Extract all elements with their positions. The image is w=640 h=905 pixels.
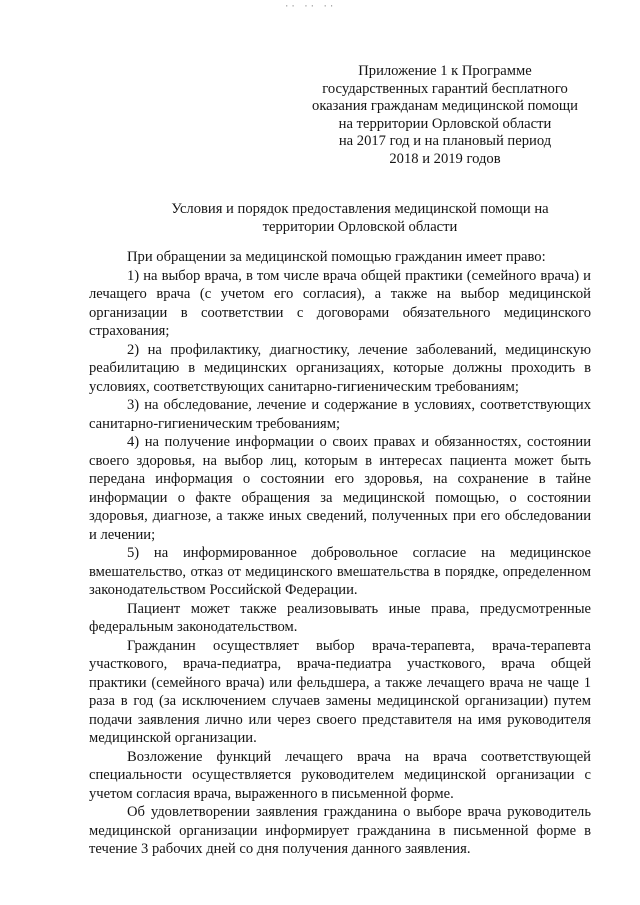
appendix-header: [300, 63, 590, 169]
body-paragraph: 1) на выбор врача, в том числе врача общей практики (семейного врача) и лечащего врача (с учетом его согласия), а также на выбор медицинской организации в соответствии с договорами обязательного медицинского страхования;: [89, 267, 591, 339]
title-line: Условия и порядок предоставления медицинской помощи на: [171, 201, 549, 217]
appendix-line: на 2017 год и на плановый период: [338, 133, 552, 150]
body-paragraph: Об удовлетворении заявления гражданина о выборе врача руководитель медицинской организации информирует гражданина в письменной форме в течение 3 рабочих дней со дня получения данного заявления.: [89, 804, 591, 857]
body-paragraph: 3) на обследование, лечение и содержание в условиях, соответствующих санитарно-гигиеническим требованиям;: [89, 397, 591, 432]
document-body: [89, 248, 591, 859]
appendix-line: оказания гражданам медицинской помощи: [312, 98, 578, 115]
title-line: территории Орловской области: [262, 219, 458, 235]
body-paragraph: Возложение функций лечащего врача на врача соответствующей специальности осуществляется руководителем медицинской организации с учетом согласия врача, выраженного в письменной форме.: [89, 748, 591, 802]
body-paragraph: При обращении за медицинской помощью гражданин имеет право:: [127, 249, 546, 265]
body-paragraph: Пациент может также реализовывать иные права, предусмотренные федеральным законодательством.: [89, 600, 591, 635]
appendix-line: 2018 и 2019 годов: [389, 150, 501, 167]
body-paragraph: Гражданин осуществляет выбор врача-терапевта, врача-терапевта участкового, врача-педиатра, врача-педиатра участкового, врача общей практики (семейного врача) или фельдшера, а также лечащего врача не чаще 1 раза в год (за исключением случаев замены медицинской организации) путем подачи заявления лично или через своего представителя на имя руководителя медицинской организации.: [89, 637, 591, 746]
body-paragraph: 4) на получение информации о своих правах и обязанностях, состоянии своего здоровья, на выбор лиц, которым в интересах пациента может быть передана информация о состоянии его здоровья, на сохранение в тайне информации о факте обращения за медицинской помощью, о состоянии здоровья, диагнозе, а также иных сведений, полученных при его обследовании и лечении;: [89, 434, 591, 543]
appendix-line: государственных гарантий бесплатного: [322, 80, 568, 97]
document-title: [140, 200, 580, 236]
appendix-line: на территории Орловской области: [338, 115, 552, 132]
body-paragraph: 5) на информированное добровольное согласие на медицинское вмешательство, отказ от медицинского вмешательства в порядке, определенном законодательством Российской Федерации.: [89, 545, 591, 598]
scan-stamp: ·· ·· ··: [284, 2, 336, 12]
body-paragraph: 2) на профилактику, диагностику, лечение заболеваний, медицинскую реабилитацию в медицинских организациях, которые должны проходить в условиях, соответствующих санитарно-гигиеническим требованиям;: [89, 341, 591, 395]
appendix-line: Приложение 1 к Программе: [358, 63, 532, 79]
